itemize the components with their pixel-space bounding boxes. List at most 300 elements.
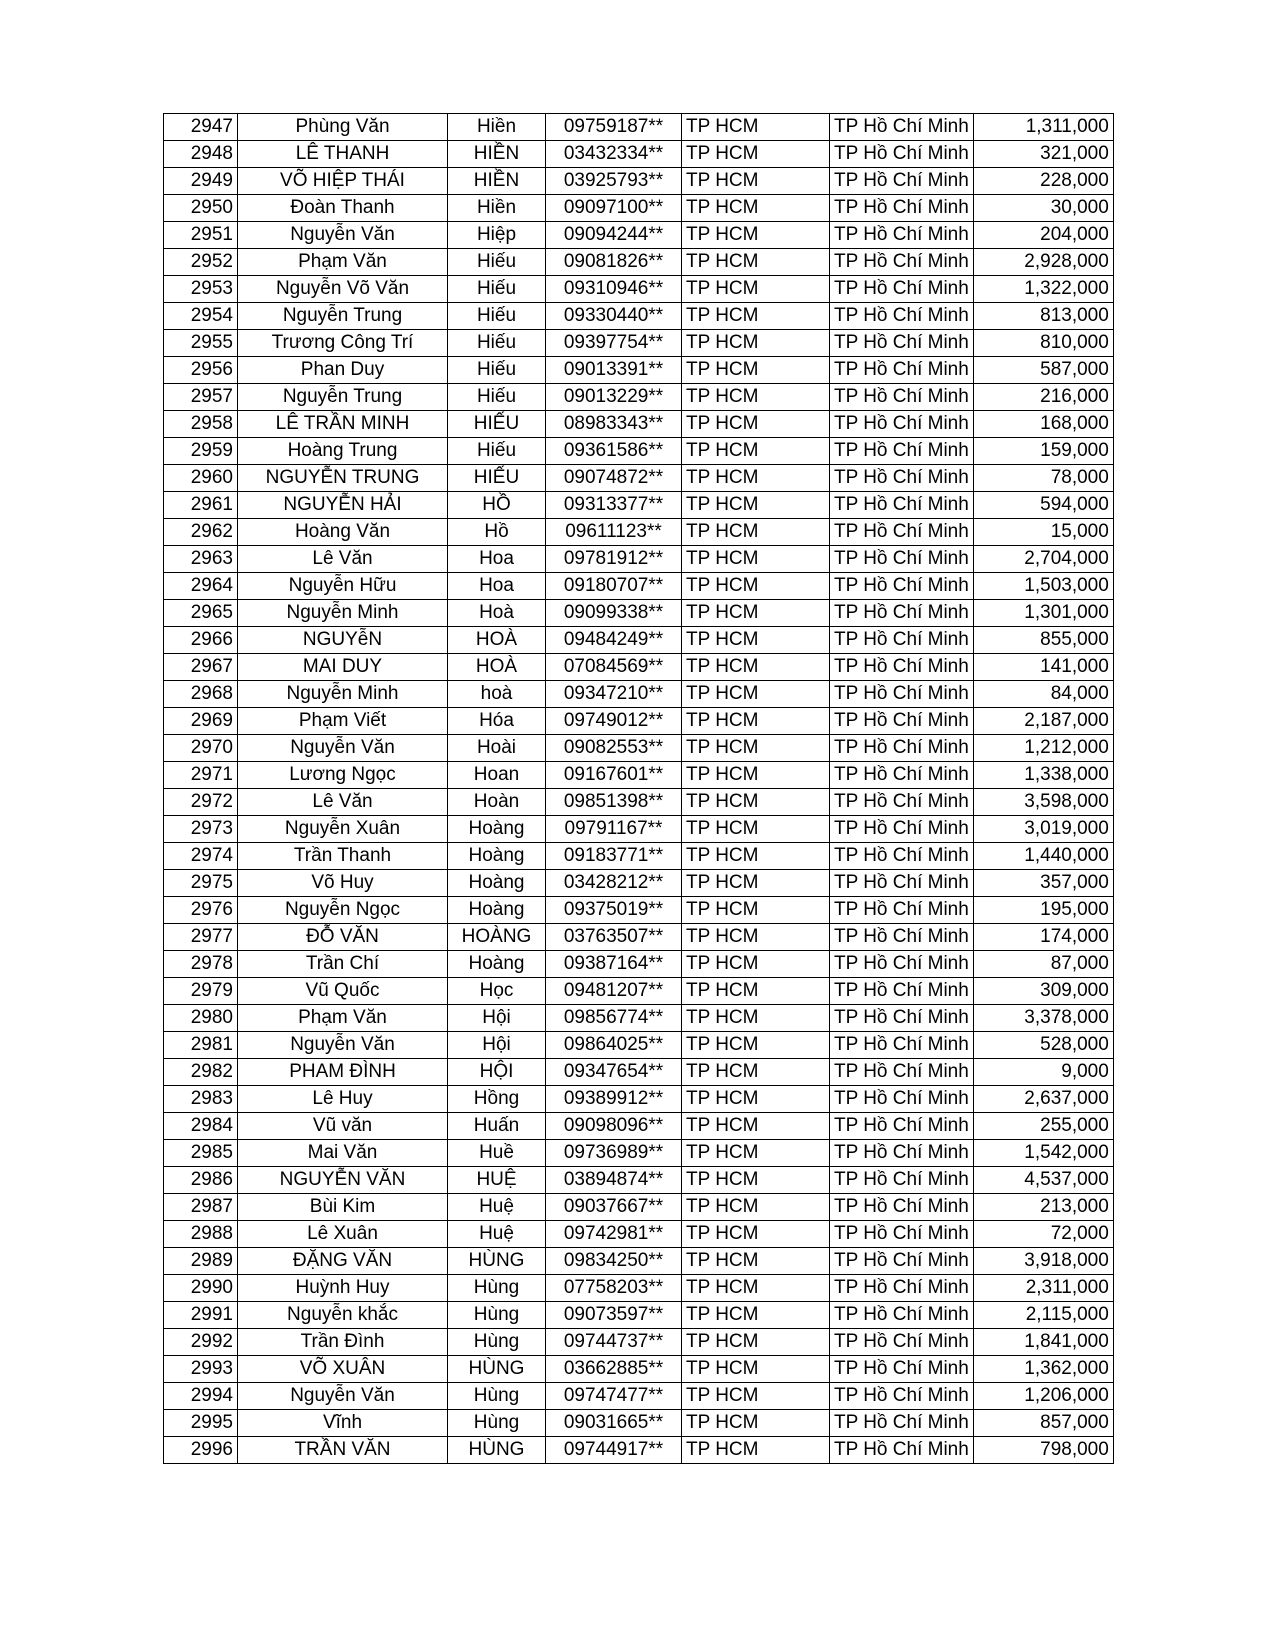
row-number-cell: 2990	[164, 1275, 238, 1302]
city-cell: TP HCM	[682, 951, 830, 978]
phone-cell: 03432334**	[546, 141, 682, 168]
province-cell: TP Hồ Chí Minh	[830, 546, 974, 573]
province-cell: TP Hồ Chí Minh	[830, 897, 974, 924]
amount-cell: 321,000	[973, 141, 1113, 168]
amount-cell: 168,000	[973, 411, 1113, 438]
amount-cell: 857,000	[973, 1410, 1113, 1437]
last-name-cell: TRẦN VĂN	[238, 1437, 448, 1464]
phone-cell: 03925793**	[546, 168, 682, 195]
city-cell: TP HCM	[682, 1329, 830, 1356]
table-row	[164, 1194, 1114, 1221]
table-row	[164, 438, 1114, 465]
row-number-cell: 2973	[164, 816, 238, 843]
first-name-cell: HUỆ	[448, 1167, 546, 1194]
province-cell: TP Hồ Chí Minh	[830, 924, 974, 951]
last-name-cell: Nguyễn Hữu	[238, 573, 448, 600]
table-row	[164, 1140, 1114, 1167]
last-name-cell: Võ Huy	[238, 870, 448, 897]
city-cell: TP HCM	[682, 1221, 830, 1248]
first-name-cell: Hoàn	[448, 789, 546, 816]
amount-cell: 1,338,000	[973, 762, 1113, 789]
last-name-cell: Nguyễn Trung	[238, 303, 448, 330]
first-name-cell: HOÀ	[448, 654, 546, 681]
city-cell: TP HCM	[682, 546, 830, 573]
row-number-cell: 2971	[164, 762, 238, 789]
first-name-cell: Hiếu	[448, 438, 546, 465]
table-row	[164, 1275, 1114, 1302]
first-name-cell: Huệ	[448, 1194, 546, 1221]
row-number-cell: 2981	[164, 1032, 238, 1059]
city-cell: TP HCM	[682, 1167, 830, 1194]
province-cell: TP Hồ Chí Minh	[830, 276, 974, 303]
phone-cell: 09347654**	[546, 1059, 682, 1086]
phone-cell: 09481207**	[546, 978, 682, 1005]
first-name-cell: Hoàng	[448, 870, 546, 897]
table-row	[164, 249, 1114, 276]
city-cell: TP HCM	[682, 1437, 830, 1464]
row-number-cell: 2966	[164, 627, 238, 654]
city-cell: TP HCM	[682, 1356, 830, 1383]
table-row	[164, 1302, 1114, 1329]
amount-cell: 594,000	[973, 492, 1113, 519]
row-number-cell: 2961	[164, 492, 238, 519]
table-row	[164, 1383, 1114, 1410]
row-number-cell: 2987	[164, 1194, 238, 1221]
city-cell: TP HCM	[682, 1032, 830, 1059]
table-row	[164, 114, 1114, 141]
first-name-cell: Hoàng	[448, 816, 546, 843]
table-row	[164, 897, 1114, 924]
province-cell: TP Hồ Chí Minh	[830, 519, 974, 546]
province-cell: TP Hồ Chí Minh	[830, 654, 974, 681]
phone-cell: 09397754**	[546, 330, 682, 357]
row-number-cell: 2948	[164, 141, 238, 168]
first-name-cell: HIẾU	[448, 411, 546, 438]
table-row	[164, 1167, 1114, 1194]
last-name-cell: Nguyễn Văn	[238, 222, 448, 249]
table-row	[164, 384, 1114, 411]
table-row	[164, 519, 1114, 546]
row-number-cell: 2975	[164, 870, 238, 897]
amount-cell: 4,537,000	[973, 1167, 1113, 1194]
amount-cell: 1,841,000	[973, 1329, 1113, 1356]
phone-cell: 09781912**	[546, 546, 682, 573]
first-name-cell: Huệ	[448, 1221, 546, 1248]
first-name-cell: Hiếu	[448, 249, 546, 276]
phone-cell: 09742981**	[546, 1221, 682, 1248]
table-row	[164, 843, 1114, 870]
first-name-cell: Hoàng	[448, 897, 546, 924]
city-cell: TP HCM	[682, 762, 830, 789]
row-number-cell: 2963	[164, 546, 238, 573]
first-name-cell: HÙNG	[448, 1356, 546, 1383]
amount-cell: 798,000	[973, 1437, 1113, 1464]
province-cell: TP Hồ Chí Minh	[830, 492, 974, 519]
table-row	[164, 1032, 1114, 1059]
amount-cell: 2,637,000	[973, 1086, 1113, 1113]
phone-cell: 09484249**	[546, 627, 682, 654]
first-name-cell: HOÀ	[448, 627, 546, 654]
city-cell: TP HCM	[682, 222, 830, 249]
last-name-cell: Bùi Kim	[238, 1194, 448, 1221]
phone-cell: 09094244**	[546, 222, 682, 249]
amount-cell: 309,000	[973, 978, 1113, 1005]
row-number-cell: 2980	[164, 1005, 238, 1032]
city-cell: TP HCM	[682, 114, 830, 141]
table-row	[164, 276, 1114, 303]
last-name-cell: ĐỖ VĂN	[238, 924, 448, 951]
last-name-cell: Hoàng Văn	[238, 519, 448, 546]
phone-cell: 09074872**	[546, 465, 682, 492]
phone-cell: 09099338**	[546, 600, 682, 627]
row-number-cell: 2956	[164, 357, 238, 384]
last-name-cell: Lê Xuân	[238, 1221, 448, 1248]
province-cell: TP Hồ Chí Minh	[830, 438, 974, 465]
city-cell: TP HCM	[682, 789, 830, 816]
table-row	[164, 357, 1114, 384]
table-row	[164, 1221, 1114, 1248]
table-body	[164, 114, 1114, 1464]
row-number-cell: 2954	[164, 303, 238, 330]
last-name-cell: Nguyễn Trung	[238, 384, 448, 411]
phone-cell: 07084569**	[546, 654, 682, 681]
amount-cell: 84,000	[973, 681, 1113, 708]
last-name-cell: Vũ văn	[238, 1113, 448, 1140]
row-number-cell: 2994	[164, 1383, 238, 1410]
row-number-cell: 2960	[164, 465, 238, 492]
first-name-cell: Hiếu	[448, 384, 546, 411]
first-name-cell: Hoài	[448, 735, 546, 762]
last-name-cell: ĐẶNG VĂN	[238, 1248, 448, 1275]
phone-cell: 09310946**	[546, 276, 682, 303]
table-row	[164, 951, 1114, 978]
first-name-cell: Hùng	[448, 1410, 546, 1437]
last-name-cell: Trần Chí	[238, 951, 448, 978]
row-number-cell: 2953	[164, 276, 238, 303]
city-cell: TP HCM	[682, 519, 830, 546]
city-cell: TP HCM	[682, 573, 830, 600]
last-name-cell: Nguyễn Văn	[238, 735, 448, 762]
row-number-cell: 2982	[164, 1059, 238, 1086]
province-cell: TP Hồ Chí Minh	[830, 114, 974, 141]
first-name-cell: Hiếu	[448, 357, 546, 384]
last-name-cell: Phạm Văn	[238, 1005, 448, 1032]
province-cell: TP Hồ Chí Minh	[830, 168, 974, 195]
last-name-cell: VÕ XUÂN	[238, 1356, 448, 1383]
last-name-cell: Nguyễn khắc	[238, 1302, 448, 1329]
table-row	[164, 195, 1114, 222]
last-name-cell: Hoàng Trung	[238, 438, 448, 465]
last-name-cell: Lê Văn	[238, 546, 448, 573]
amount-cell: 216,000	[973, 384, 1113, 411]
table-row	[164, 1329, 1114, 1356]
city-cell: TP HCM	[682, 708, 830, 735]
phone-cell: 09736989**	[546, 1140, 682, 1167]
first-name-cell: Hiếu	[448, 303, 546, 330]
last-name-cell: Lương Ngọc	[238, 762, 448, 789]
row-number-cell: 2947	[164, 114, 238, 141]
phone-cell: 09013391**	[546, 357, 682, 384]
phone-cell: 09387164**	[546, 951, 682, 978]
city-cell: TP HCM	[682, 924, 830, 951]
phone-cell: 09375019**	[546, 897, 682, 924]
last-name-cell: Nguyễn Văn	[238, 1383, 448, 1410]
city-cell: TP HCM	[682, 1410, 830, 1437]
amount-cell: 1,542,000	[973, 1140, 1113, 1167]
amount-cell: 72,000	[973, 1221, 1113, 1248]
phone-cell: 09330440**	[546, 303, 682, 330]
first-name-cell: Hội	[448, 1005, 546, 1032]
last-name-cell: Nguyễn Xuân	[238, 816, 448, 843]
table-row	[164, 303, 1114, 330]
phone-cell: 09747477**	[546, 1383, 682, 1410]
last-name-cell: Trương Công Trí	[238, 330, 448, 357]
city-cell: TP HCM	[682, 330, 830, 357]
row-number-cell: 2968	[164, 681, 238, 708]
city-cell: TP HCM	[682, 600, 830, 627]
city-cell: TP HCM	[682, 438, 830, 465]
last-name-cell: NGUYễN	[238, 627, 448, 654]
city-cell: TP HCM	[682, 654, 830, 681]
row-number-cell: 2950	[164, 195, 238, 222]
amount-cell: 813,000	[973, 303, 1113, 330]
row-number-cell: 2958	[164, 411, 238, 438]
phone-cell: 09082553**	[546, 735, 682, 762]
last-name-cell: Trần Thanh	[238, 843, 448, 870]
amount-cell: 1,440,000	[973, 843, 1113, 870]
table-row	[164, 546, 1114, 573]
last-name-cell: Lê Huy	[238, 1086, 448, 1113]
province-cell: TP Hồ Chí Minh	[830, 708, 974, 735]
last-name-cell: Phạm Viết	[238, 708, 448, 735]
last-name-cell: Mai Văn	[238, 1140, 448, 1167]
table-row	[164, 1356, 1114, 1383]
table-row	[164, 573, 1114, 600]
first-name-cell: HIỀN	[448, 141, 546, 168]
first-name-cell: Hoàng	[448, 951, 546, 978]
city-cell: TP HCM	[682, 1005, 830, 1032]
first-name-cell: Hồng	[448, 1086, 546, 1113]
amount-cell: 228,000	[973, 168, 1113, 195]
last-name-cell: Lê Văn	[238, 789, 448, 816]
table-row	[164, 600, 1114, 627]
amount-cell: 204,000	[973, 222, 1113, 249]
last-name-cell: Vũ Quốc	[238, 978, 448, 1005]
province-cell: TP Hồ Chí Minh	[830, 1005, 974, 1032]
row-number-cell: 2970	[164, 735, 238, 762]
province-cell: TP Hồ Chí Minh	[830, 870, 974, 897]
province-cell: TP Hồ Chí Minh	[830, 627, 974, 654]
province-cell: TP Hồ Chí Minh	[830, 1059, 974, 1086]
phone-cell: 03428212**	[546, 870, 682, 897]
amount-cell: 141,000	[973, 654, 1113, 681]
first-name-cell: Hiếu	[448, 276, 546, 303]
last-name-cell: NGUYỄN HẢI	[238, 492, 448, 519]
last-name-cell: Nguyễn Võ Văn	[238, 276, 448, 303]
amount-cell: 9,000	[973, 1059, 1113, 1086]
row-number-cell: 2957	[164, 384, 238, 411]
province-cell: TP Hồ Chí Minh	[830, 1437, 974, 1464]
province-cell: TP Hồ Chí Minh	[830, 816, 974, 843]
amount-cell: 174,000	[973, 924, 1113, 951]
first-name-cell: Hùng	[448, 1383, 546, 1410]
last-name-cell: LÊ TRẦN MINH	[238, 411, 448, 438]
table-row	[164, 870, 1114, 897]
phone-cell: 03763507**	[546, 924, 682, 951]
table-row	[164, 762, 1114, 789]
province-cell: TP Hồ Chí Minh	[830, 573, 974, 600]
last-name-cell: Nguyễn Minh	[238, 600, 448, 627]
last-name-cell: Nguyễn Minh	[238, 681, 448, 708]
row-number-cell: 2979	[164, 978, 238, 1005]
phone-cell: 09744917**	[546, 1437, 682, 1464]
province-cell: TP Hồ Chí Minh	[830, 681, 974, 708]
row-number-cell: 2985	[164, 1140, 238, 1167]
province-cell: TP Hồ Chí Minh	[830, 1140, 974, 1167]
province-cell: TP Hồ Chí Minh	[830, 1194, 974, 1221]
phone-cell: 09347210**	[546, 681, 682, 708]
last-name-cell: Phan Duy	[238, 357, 448, 384]
province-cell: TP Hồ Chí Minh	[830, 1383, 974, 1410]
row-number-cell: 2995	[164, 1410, 238, 1437]
province-cell: TP Hồ Chí Minh	[830, 1221, 974, 1248]
first-name-cell: HỘI	[448, 1059, 546, 1086]
city-cell: TP HCM	[682, 1248, 830, 1275]
first-name-cell: Hiếu	[448, 330, 546, 357]
amount-cell: 1,362,000	[973, 1356, 1113, 1383]
province-cell: TP Hồ Chí Minh	[830, 1032, 974, 1059]
row-number-cell: 2972	[164, 789, 238, 816]
phone-cell: 09180707**	[546, 573, 682, 600]
city-cell: TP HCM	[682, 897, 830, 924]
last-name-cell: LÊ THANH	[238, 141, 448, 168]
province-cell: TP Hồ Chí Minh	[830, 789, 974, 816]
amount-cell: 3,918,000	[973, 1248, 1113, 1275]
city-cell: TP HCM	[682, 168, 830, 195]
amount-cell: 195,000	[973, 897, 1113, 924]
amount-cell: 357,000	[973, 870, 1113, 897]
first-name-cell: HỒ	[448, 492, 546, 519]
first-name-cell: HIẾU	[448, 465, 546, 492]
city-cell: TP HCM	[682, 735, 830, 762]
city-cell: TP HCM	[682, 249, 830, 276]
first-name-cell: Hoa	[448, 573, 546, 600]
last-name-cell: VÕ HIỆP THÁI	[238, 168, 448, 195]
row-number-cell: 2977	[164, 924, 238, 951]
amount-cell: 30,000	[973, 195, 1113, 222]
province-cell: TP Hồ Chí Minh	[830, 357, 974, 384]
city-cell: TP HCM	[682, 978, 830, 1005]
city-cell: TP HCM	[682, 1140, 830, 1167]
province-cell: TP Hồ Chí Minh	[830, 465, 974, 492]
city-cell: TP HCM	[682, 1383, 830, 1410]
table-row	[164, 492, 1114, 519]
table-row	[164, 1059, 1114, 1086]
phone-cell: 09791167**	[546, 816, 682, 843]
table-row	[164, 330, 1114, 357]
row-number-cell: 2988	[164, 1221, 238, 1248]
phone-cell: 09611123**	[546, 519, 682, 546]
amount-cell: 87,000	[973, 951, 1113, 978]
row-number-cell: 2952	[164, 249, 238, 276]
phone-cell: 09864025**	[546, 1032, 682, 1059]
city-cell: TP HCM	[682, 816, 830, 843]
phone-cell: 03894874**	[546, 1167, 682, 1194]
row-number-cell: 2967	[164, 654, 238, 681]
amount-cell: 1,311,000	[973, 114, 1113, 141]
table-row	[164, 681, 1114, 708]
phone-cell: 09167601**	[546, 762, 682, 789]
amount-cell: 3,598,000	[973, 789, 1113, 816]
amount-cell: 78,000	[973, 465, 1113, 492]
table-row	[164, 978, 1114, 1005]
row-number-cell: 2989	[164, 1248, 238, 1275]
row-number-cell: 2983	[164, 1086, 238, 1113]
row-number-cell: 2996	[164, 1437, 238, 1464]
first-name-cell: Hội	[448, 1032, 546, 1059]
phone-cell: 09313377**	[546, 492, 682, 519]
first-name-cell: Hiệp	[448, 222, 546, 249]
first-name-cell: Hoà	[448, 600, 546, 627]
first-name-cell: Hồ	[448, 519, 546, 546]
amount-cell: 3,019,000	[973, 816, 1113, 843]
row-number-cell: 2974	[164, 843, 238, 870]
phone-cell: 09037667**	[546, 1194, 682, 1221]
row-number-cell: 2984	[164, 1113, 238, 1140]
phone-cell: 09098096**	[546, 1113, 682, 1140]
province-cell: TP Hồ Chí Minh	[830, 600, 974, 627]
phone-cell: 09744737**	[546, 1329, 682, 1356]
phone-cell: 07758203**	[546, 1275, 682, 1302]
row-number-cell: 2965	[164, 600, 238, 627]
city-cell: TP HCM	[682, 141, 830, 168]
first-name-cell: HÙNG	[448, 1248, 546, 1275]
table-row	[164, 735, 1114, 762]
row-number-cell: 2993	[164, 1356, 238, 1383]
phone-cell: 09759187**	[546, 114, 682, 141]
amount-cell: 159,000	[973, 438, 1113, 465]
last-name-cell: Phùng Văn	[238, 114, 448, 141]
province-cell: TP Hồ Chí Minh	[830, 384, 974, 411]
city-cell: TP HCM	[682, 276, 830, 303]
province-cell: TP Hồ Chí Minh	[830, 411, 974, 438]
city-cell: TP HCM	[682, 1194, 830, 1221]
last-name-cell: PHAM ĐÌNH	[238, 1059, 448, 1086]
row-number-cell: 2962	[164, 519, 238, 546]
row-number-cell: 2992	[164, 1329, 238, 1356]
table-row	[164, 168, 1114, 195]
table-row	[164, 1437, 1114, 1464]
first-name-cell: hoà	[448, 681, 546, 708]
city-cell: TP HCM	[682, 870, 830, 897]
row-number-cell: 2969	[164, 708, 238, 735]
city-cell: TP HCM	[682, 1113, 830, 1140]
province-cell: TP Hồ Chí Minh	[830, 222, 974, 249]
city-cell: TP HCM	[682, 303, 830, 330]
amount-cell: 255,000	[973, 1113, 1113, 1140]
phone-cell: 09749012**	[546, 708, 682, 735]
province-cell: TP Hồ Chí Minh	[830, 303, 974, 330]
amount-cell: 855,000	[973, 627, 1113, 654]
table-row	[164, 141, 1114, 168]
province-cell: TP Hồ Chí Minh	[830, 1275, 974, 1302]
phone-cell: 08983343**	[546, 411, 682, 438]
province-cell: TP Hồ Chí Minh	[830, 1167, 974, 1194]
first-name-cell: HÙNG	[448, 1437, 546, 1464]
first-name-cell: Hóa	[448, 708, 546, 735]
table-row	[164, 627, 1114, 654]
city-cell: TP HCM	[682, 681, 830, 708]
